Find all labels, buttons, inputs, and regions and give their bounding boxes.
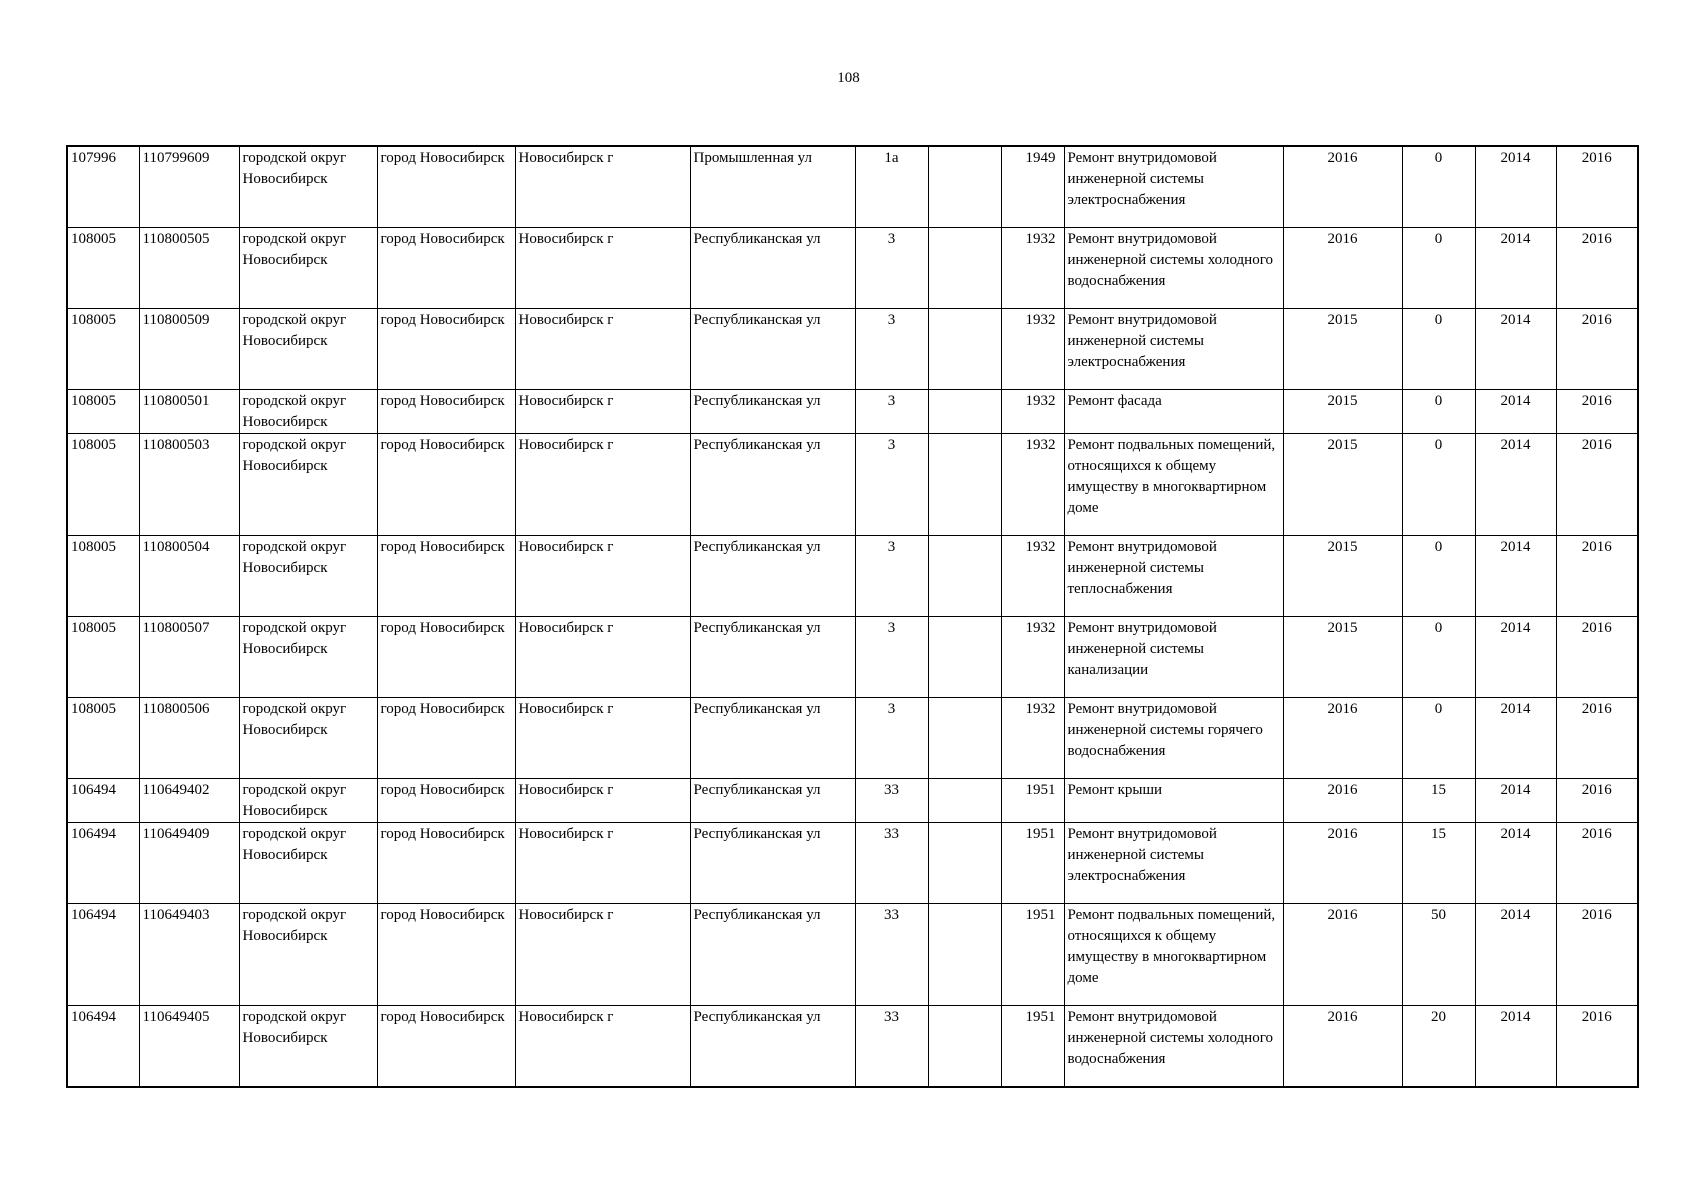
wear-percent-cell: 0 [1402,309,1475,390]
planned-year-cell: 2016 [1283,146,1402,228]
locality-cell: Новосибирск г [515,904,690,1006]
municipality-cell: городской округ Новосибирск [239,823,377,904]
building-cell [928,390,1001,434]
locality-cell: Новосибирск г [515,146,690,228]
wear-percent-cell: 0 [1402,390,1475,434]
wear-percent-cell: 0 [1402,434,1475,536]
year-built-cell: 1932 [1001,434,1064,536]
street-cell: Республиканская ул [690,309,855,390]
table-row [67,698,1638,779]
period-end-cell: 2016 [1556,617,1638,698]
planned-year-cell: 2016 [1283,904,1402,1006]
planned-year-cell: 2016 [1283,823,1402,904]
table-row [67,779,1638,823]
period-start-cell: 2014 [1475,698,1556,779]
municipality-cell: городской округ Новосибирск [239,904,377,1006]
planned-year-cell: 2016 [1283,1006,1402,1088]
work-id-cell: 110649403 [139,904,239,1006]
municipality-cell: городской округ Новосибирск [239,228,377,309]
year-built-cell: 1949 [1001,146,1064,228]
table-row [67,823,1638,904]
house-id-cell: 106494 [67,1006,139,1088]
house-number-cell: 33 [855,779,928,823]
wear-percent-cell: 0 [1402,228,1475,309]
table-row [67,309,1638,390]
house-number-cell: 3 [855,434,928,536]
year-built-cell: 1932 [1001,617,1064,698]
period-start-cell: 2014 [1475,146,1556,228]
house-id-cell: 108005 [67,228,139,309]
locality-cell: Новосибирск г [515,1006,690,1088]
settlement-cell: город Новосибирск [377,904,515,1006]
municipality-cell: городской округ Новосибирск [239,1006,377,1088]
wear-percent-cell: 20 [1402,1006,1475,1088]
planned-year-cell: 2015 [1283,309,1402,390]
work-id-cell: 110800504 [139,536,239,617]
building-cell [928,228,1001,309]
work-type-cell: Ремонт фасада [1064,390,1283,434]
street-cell: Республиканская ул [690,228,855,309]
house-id-cell: 106494 [67,779,139,823]
locality-cell: Новосибирск г [515,536,690,617]
street-cell: Промышленная ул [690,146,855,228]
municipality-cell: городской округ Новосибирск [239,536,377,617]
work-id-cell: 110800501 [139,390,239,434]
repair-register-table [66,145,1639,1088]
wear-percent-cell: 15 [1402,779,1475,823]
settlement-cell: город Новосибирск [377,309,515,390]
period-end-cell: 2016 [1556,823,1638,904]
street-cell: Республиканская ул [690,904,855,1006]
period-start-cell: 2014 [1475,390,1556,434]
work-type-cell: Ремонт внутридомовой инженерной системы холодного водоснабжения [1064,228,1283,309]
year-built-cell: 1932 [1001,536,1064,617]
locality-cell: Новосибирск г [515,779,690,823]
period-end-cell: 2016 [1556,904,1638,1006]
wear-percent-cell: 0 [1402,698,1475,779]
year-built-cell: 1932 [1001,228,1064,309]
building-cell [928,617,1001,698]
house-number-cell: 3 [855,309,928,390]
settlement-cell: город Новосибирск [377,536,515,617]
period-start-cell: 2014 [1475,309,1556,390]
table-row [67,904,1638,1006]
work-id-cell: 110800506 [139,698,239,779]
period-end-cell: 2016 [1556,536,1638,617]
register-body [67,146,1638,1087]
house-number-cell: 3 [855,617,928,698]
house-id-cell: 108005 [67,309,139,390]
work-id-cell: 110800507 [139,617,239,698]
year-built-cell: 1951 [1001,823,1064,904]
wear-percent-cell: 50 [1402,904,1475,1006]
house-number-cell: 33 [855,823,928,904]
house-id-cell: 108005 [67,434,139,536]
period-start-cell: 2014 [1475,823,1556,904]
work-type-cell: Ремонт крыши [1064,779,1283,823]
table-row [67,434,1638,536]
period-start-cell: 2014 [1475,434,1556,536]
period-start-cell: 2014 [1475,228,1556,309]
building-cell [928,434,1001,536]
period-end-cell: 2016 [1556,390,1638,434]
year-built-cell: 1932 [1001,390,1064,434]
settlement-cell: город Новосибирск [377,1006,515,1088]
building-cell [928,904,1001,1006]
building-cell [928,146,1001,228]
building-cell [928,698,1001,779]
table-row [67,617,1638,698]
period-start-cell: 2014 [1475,1006,1556,1088]
work-id-cell: 110649402 [139,779,239,823]
period-end-cell: 2016 [1556,228,1638,309]
street-cell: Республиканская ул [690,434,855,536]
period-start-cell: 2014 [1475,779,1556,823]
work-type-cell: Ремонт внутридомовой инженерной системы электроснабжения [1064,146,1283,228]
house-id-cell: 106494 [67,904,139,1006]
locality-cell: Новосибирск г [515,390,690,434]
period-start-cell: 2014 [1475,536,1556,617]
settlement-cell: город Новосибирск [377,617,515,698]
locality-cell: Новосибирск г [515,434,690,536]
settlement-cell: город Новосибирск [377,779,515,823]
period-start-cell: 2014 [1475,904,1556,1006]
street-cell: Республиканская ул [690,823,855,904]
locality-cell: Новосибирск г [515,698,690,779]
house-number-cell: 33 [855,1006,928,1088]
municipality-cell: городской округ Новосибирск [239,309,377,390]
locality-cell: Новосибирск г [515,823,690,904]
table-row [67,1006,1638,1088]
municipality-cell: городской округ Новосибирск [239,434,377,536]
street-cell: Республиканская ул [690,779,855,823]
house-id-cell: 108005 [67,536,139,617]
year-built-cell: 1951 [1001,1006,1064,1088]
period-start-cell: 2014 [1475,617,1556,698]
planned-year-cell: 2016 [1283,228,1402,309]
house-id-cell: 108005 [67,698,139,779]
work-id-cell: 110800505 [139,228,239,309]
building-cell [928,1006,1001,1088]
work-id-cell: 110649405 [139,1006,239,1088]
period-end-cell: 2016 [1556,309,1638,390]
period-end-cell: 2016 [1556,779,1638,823]
settlement-cell: город Новосибирск [377,146,515,228]
year-built-cell: 1951 [1001,904,1064,1006]
table-row [67,536,1638,617]
period-end-cell: 2016 [1556,434,1638,536]
street-cell: Республиканская ул [690,1006,855,1088]
work-type-cell: Ремонт внутридомовой инженерной системы холодного водоснабжения [1064,1006,1283,1088]
house-number-cell: 3 [855,536,928,617]
house-number-cell: 33 [855,904,928,1006]
house-id-cell: 108005 [67,390,139,434]
period-end-cell: 2016 [1556,1006,1638,1088]
street-cell: Республиканская ул [690,617,855,698]
table-row [67,146,1638,228]
municipality-cell: городской округ Новосибирск [239,779,377,823]
building-cell [928,536,1001,617]
work-type-cell: Ремонт подвальных помещений, относящихся к общему имуществу в многоквартирном доме [1064,434,1283,536]
planned-year-cell: 2016 [1283,779,1402,823]
work-type-cell: Ремонт внутридомовой инженерной системы электроснабжения [1064,309,1283,390]
settlement-cell: город Новосибирск [377,228,515,309]
year-built-cell: 1932 [1001,698,1064,779]
street-cell: Республиканская ул [690,536,855,617]
settlement-cell: город Новосибирск [377,698,515,779]
building-cell [928,779,1001,823]
planned-year-cell: 2016 [1283,698,1402,779]
settlement-cell: город Новосибирск [377,823,515,904]
house-number-cell: 3 [855,228,928,309]
wear-percent-cell: 15 [1402,823,1475,904]
work-type-cell: Ремонт внутридомовой инженерной системы канализации [1064,617,1283,698]
work-type-cell: Ремонт подвальных помещений, относящихся к общему имуществу в многоквартирном доме [1064,904,1283,1006]
settlement-cell: город Новосибирск [377,390,515,434]
locality-cell: Новосибирск г [515,309,690,390]
work-id-cell: 110649409 [139,823,239,904]
work-type-cell: Ремонт внутридомовой инженерной системы горячего водоснабжения [1064,698,1283,779]
municipality-cell: городской округ Новосибирск [239,390,377,434]
house-number-cell: 3 [855,390,928,434]
table-row [67,228,1638,309]
work-id-cell: 110800509 [139,309,239,390]
locality-cell: Новосибирск г [515,228,690,309]
work-type-cell: Ремонт внутридомовой инженерной системы теплоснабжения [1064,536,1283,617]
house-id-cell: 108005 [67,617,139,698]
wear-percent-cell: 0 [1402,617,1475,698]
planned-year-cell: 2015 [1283,536,1402,617]
locality-cell: Новосибирск г [515,617,690,698]
period-end-cell: 2016 [1556,146,1638,228]
planned-year-cell: 2015 [1283,390,1402,434]
work-id-cell: 110800503 [139,434,239,536]
year-built-cell: 1932 [1001,309,1064,390]
wear-percent-cell: 0 [1402,536,1475,617]
table-row [67,390,1638,434]
street-cell: Республиканская ул [690,390,855,434]
wear-percent-cell: 0 [1402,146,1475,228]
planned-year-cell: 2015 [1283,617,1402,698]
period-end-cell: 2016 [1556,698,1638,779]
house-id-cell: 106494 [67,823,139,904]
house-id-cell: 107996 [67,146,139,228]
settlement-cell: город Новосибирск [377,434,515,536]
municipality-cell: городской округ Новосибирск [239,698,377,779]
municipality-cell: городской округ Новосибирск [239,146,377,228]
house-number-cell: 3 [855,698,928,779]
building-cell [928,823,1001,904]
work-type-cell: Ремонт внутридомовой инженерной системы электроснабжения [1064,823,1283,904]
page-number: 108 [837,70,860,86]
planned-year-cell: 2015 [1283,434,1402,536]
year-built-cell: 1951 [1001,779,1064,823]
house-number-cell: 1а [855,146,928,228]
municipality-cell: городской округ Новосибирск [239,617,377,698]
street-cell: Республиканская ул [690,698,855,779]
building-cell [928,309,1001,390]
work-id-cell: 110799609 [139,146,239,228]
